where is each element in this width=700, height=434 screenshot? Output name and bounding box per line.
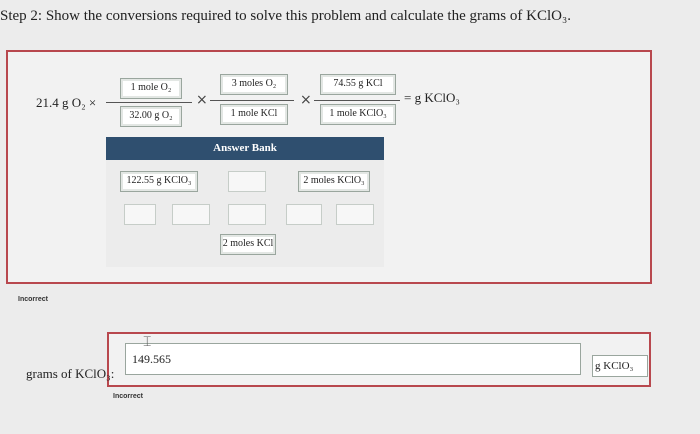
bank-slot-empty[interactable] [172, 204, 210, 225]
fraction2-bar [210, 100, 294, 101]
bank-slot-empty[interactable] [336, 204, 374, 225]
grams-kclo3-input[interactable]: 149.565 [125, 343, 581, 375]
answer-label: grams of KClO₃: [26, 366, 115, 381]
multiply-sign-2: × [300, 92, 312, 108]
bank-item-2-moles-kclo3[interactable]: 2 moles KClO₃ [298, 171, 370, 192]
bank-slot-empty[interactable] [286, 204, 322, 225]
answer-bank-header: Answer Bank [106, 137, 384, 160]
bank-slot-empty[interactable] [228, 171, 266, 192]
bank-slot-empty[interactable] [124, 204, 156, 225]
fraction1-bar [106, 102, 192, 103]
fraction1-denominator[interactable]: 32.00 g O₂ [120, 106, 182, 127]
step-title: Step 2: Show the conversions required to solve this problem and calculate the grams of KClO₃. [0, 8, 571, 24]
result-unit: = g KClO₃ [404, 90, 460, 105]
fraction1-numerator[interactable]: 1 mole O₂ [120, 78, 182, 99]
fraction3-denominator[interactable]: 1 mole KClO₃ [320, 104, 396, 125]
bank-item-2-moles-kcl[interactable]: 2 moles KCl [220, 234, 276, 255]
text-cursor-icon: ⌶ [143, 334, 152, 350]
feedback-incorrect-1: Incorrect [18, 296, 48, 303]
given-quantity: 21.4 g O₂ × [36, 95, 97, 110]
fraction3-numerator[interactable]: 74.55 g KCl [320, 74, 396, 95]
fraction3-bar [314, 100, 400, 101]
multiply-sign-1: × [196, 92, 208, 108]
feedback-incorrect-2: Incorrect [113, 393, 143, 400]
bank-slot-empty[interactable] [228, 204, 266, 225]
bank-item-122-55-g-kclo3[interactable]: 122.55 g KClO₃ [120, 171, 198, 192]
fraction2-denominator[interactable]: 1 mole KCl [220, 104, 288, 125]
fraction2-numerator[interactable]: 3 moles O₂ [220, 74, 288, 95]
unit-label: g KClO₃ [592, 355, 648, 377]
